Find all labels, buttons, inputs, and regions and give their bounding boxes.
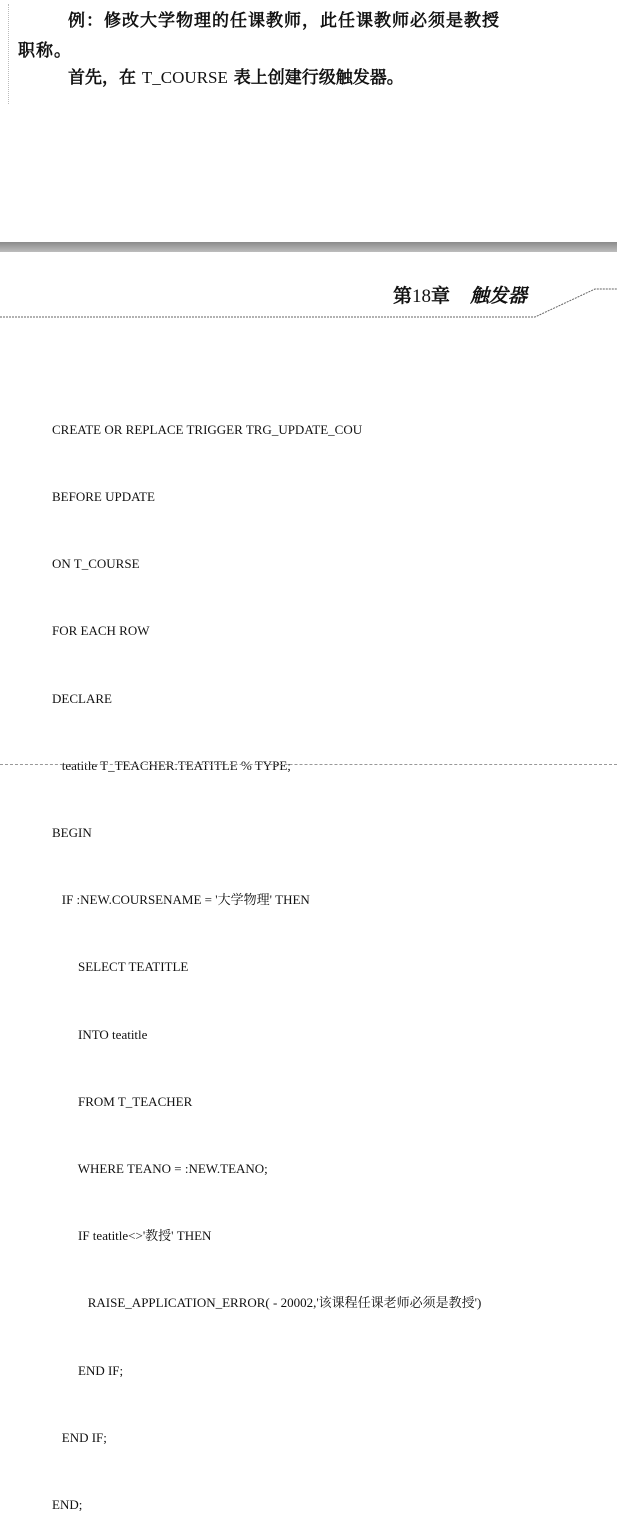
- chapter-prefix: 第: [393, 285, 413, 307]
- chapter-title: 触发器: [470, 285, 528, 307]
- code-line: BEGIN: [52, 825, 92, 841]
- code-line: DECLARE: [52, 690, 112, 706]
- code-line: BEFORE UPDATE: [52, 489, 155, 505]
- code-line: WHERE TEANO = :NEW.TEANO;: [52, 1161, 268, 1177]
- code-line: IF :NEW.COURSENAME = '大学物理' THEN: [52, 892, 310, 908]
- intro-prefix: 首先，在: [68, 68, 142, 88]
- code-block: [52, 374, 481, 1539]
- chapter-number: 18: [412, 286, 432, 307]
- code-line: END IF;: [52, 1362, 124, 1378]
- code-line: teatitle T_TEACHER.TEATITLE % TYPE;: [52, 757, 291, 773]
- code-line: CREATE OR REPLACE TRIGGER TRG_UPDATE_COU: [52, 421, 363, 437]
- code-line: END;: [52, 1497, 83, 1513]
- example-label: 例: [68, 11, 86, 31]
- example-text-line1: ：修改大学物理的任课教师，此任课教师必须是教授: [86, 11, 500, 31]
- chapter-suffix: 章: [431, 285, 451, 307]
- code-line: INTO teatitle: [52, 1026, 148, 1042]
- chapter-header: [393, 281, 527, 308]
- code-line: END IF;: [52, 1429, 107, 1445]
- code-line: RAISE_APPLICATION_ERROR( - 20002,'该课程任课老师必须是教授'): [52, 1295, 482, 1311]
- code-line: FROM T_TEACHER: [52, 1093, 193, 1109]
- bottom-rule: [0, 764, 617, 765]
- intro-suffix: 表上创建行级触发器。: [227, 68, 404, 88]
- code-line: SELECT TEATITLE: [52, 959, 189, 975]
- code-line: ON T_COURSE: [52, 556, 140, 572]
- intro-table-name: T_COURSE: [141, 68, 228, 87]
- code-line: FOR EACH ROW: [52, 623, 150, 639]
- code-line: IF teatitle<>'教授' THEN: [52, 1228, 212, 1244]
- example-text-line2: 职称。: [18, 41, 72, 61]
